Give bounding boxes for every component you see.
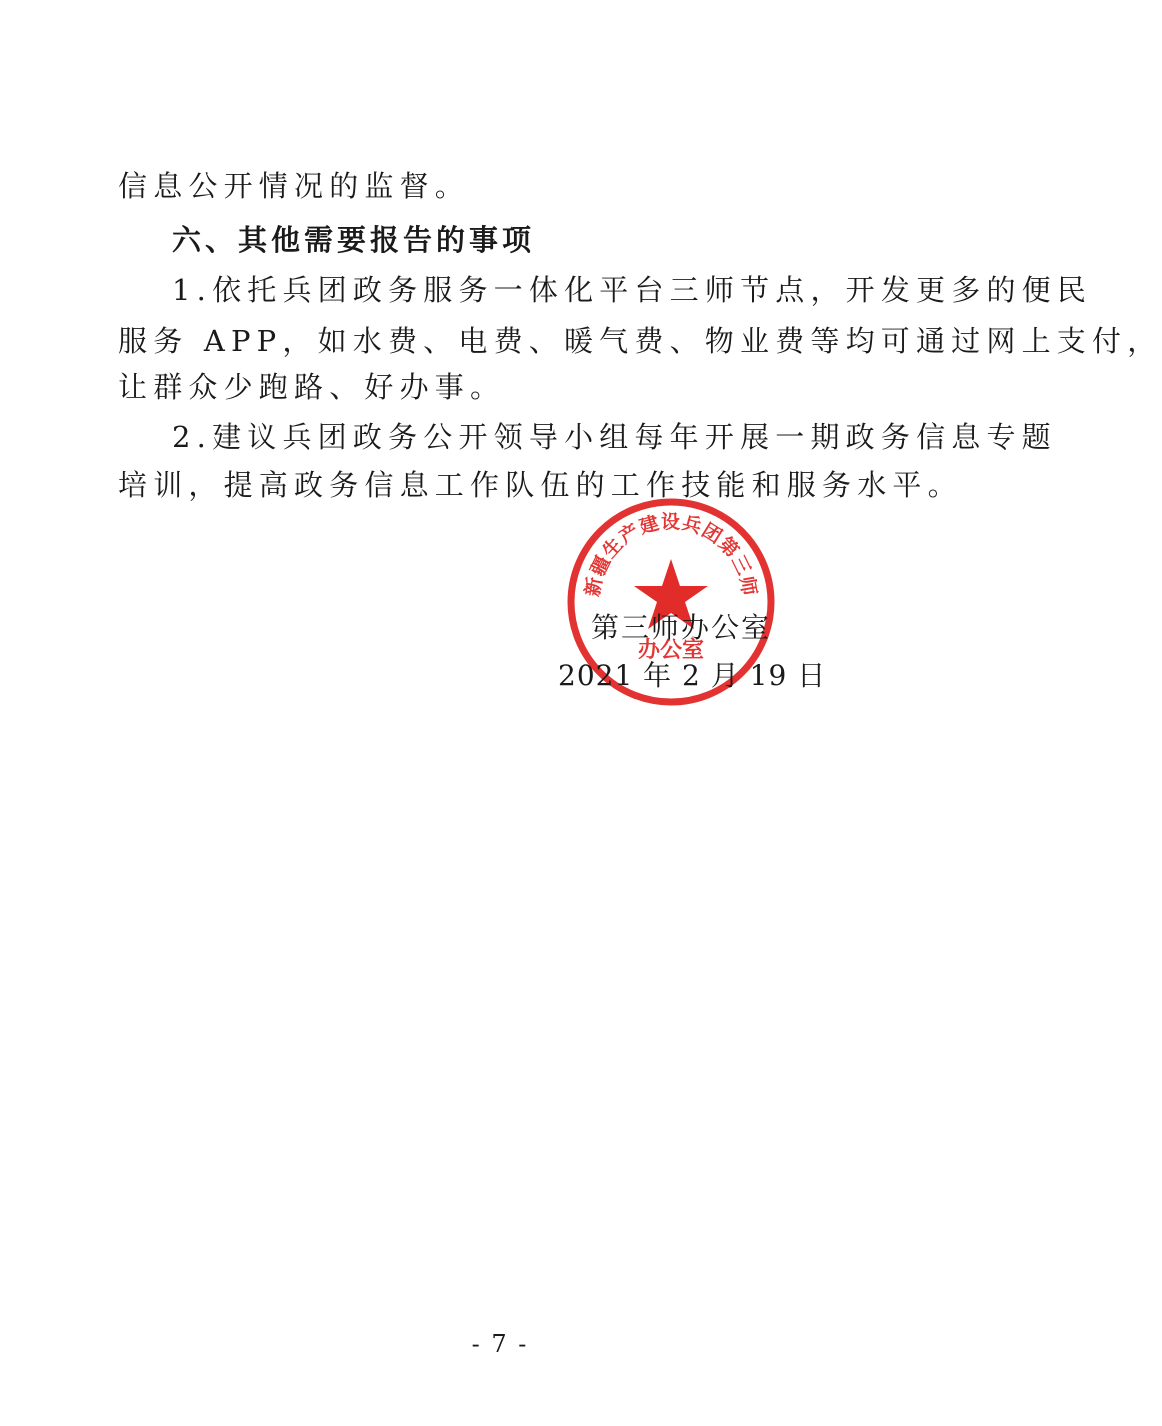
issuing-organization: 第三师办公室 <box>591 611 772 644</box>
item1-line2: 服务 APP，如水费、电费、暖气费、物业费等均可通过网上支付， <box>118 324 1162 358</box>
svg-text:新疆生产建设兵团第三师: 新疆生产建设兵团第三师 <box>581 511 761 599</box>
page-number: - 7 - <box>471 1330 529 1358</box>
item1-line1: 1.依托兵团政务服务一体化平台三师节点，开发更多的便民 <box>172 273 1093 307</box>
paragraph-continuation: 信息公开情况的监督。 <box>118 169 471 203</box>
item1-line3: 让群众少跑路、好办事。 <box>118 370 506 404</box>
item2-line2: 培训，提高政务信息工作队伍的工作技能和服务水平。 <box>118 468 963 502</box>
item2-line1: 2.建议兵团政务公开领导小组每年开展一期政务信息专题 <box>172 420 1057 454</box>
section-heading: 六、其他需要报告的事项 <box>172 223 536 257</box>
svg-text:办公室: 办公室 <box>637 638 705 663</box>
issue-date: 2021 年 2 月 19 日 <box>558 659 827 692</box>
